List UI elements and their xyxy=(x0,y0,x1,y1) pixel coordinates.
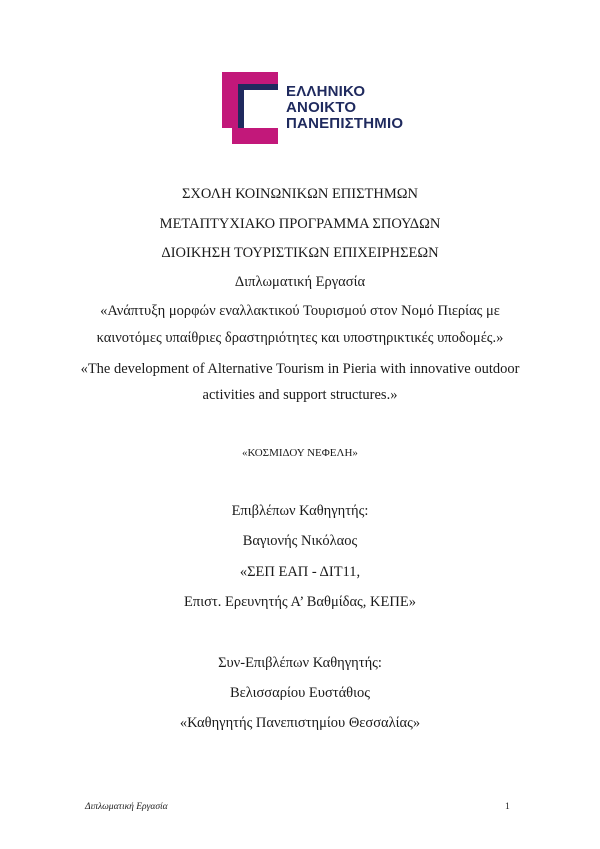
specialization-name: ΔΙΟΙΚΗΣΗ ΤΟΥΡΙΣΤΙΚΩΝ ΕΠΙΧΕΙΡΗΣΕΩΝ xyxy=(161,245,439,261)
author-name: «ΚΟΣΜΙΔΟΥ ΝΕΦΕΛΗ» xyxy=(242,447,358,459)
supervisor-affiliation: Επιστ. Ερευνητής Α’ Βαθμίδας, ΚΕΠΕ» xyxy=(184,594,416,610)
program-name: ΜΕΤΑΠΤΥΧΙΑΚΟ ΠΡΟΓΡΑΜΜΑ ΣΠΟΥΔΩΝ xyxy=(159,216,441,232)
co-supervisor-name: Βελισσαρίου Ευστάθιος xyxy=(229,685,371,701)
logo-line: ΠΑΝΕΠΙΣΤΗΜΙΟ xyxy=(286,115,404,132)
page-number: 1 xyxy=(505,802,510,812)
title-english-line: «The development of Alternative Tourism in Pieria with innovative outdoor xyxy=(80,361,520,377)
title-greek-line: καινοτόμες υπαίθριες δραστηριότητες και υποστηρικτικές υποδομές.» xyxy=(96,330,504,346)
co-supervisor-label: Συν-Επιβλέπων Καθηγητής: xyxy=(218,655,382,671)
university-logo xyxy=(222,72,412,144)
supervisor-name: Βαγιονής Νικόλαος xyxy=(242,533,358,549)
logo-wordmark xyxy=(286,84,403,132)
school-name: ΣΧΟΛΗ ΚΟΙΝΩΝΙΚΩΝ ΕΠΙΣΤΗΜΩΝ xyxy=(181,186,419,202)
supervisor-label: Επιβλέπων Καθηγητής: xyxy=(231,503,369,519)
document-type: Διπλωματική Εργασία xyxy=(234,274,366,290)
co-supervisor-affiliation: «Καθηγητής Πανεπιστημίου Θεσσαλίας» xyxy=(179,715,421,731)
logo-mark-icon xyxy=(222,72,278,144)
title-english-line: activities and support structures.» xyxy=(202,387,398,403)
logo-line: ΑΝΟΙΚΤΟ xyxy=(286,99,357,116)
title-greek-line: «Ανάπτυξη μορφών εναλλακτικού Τουρισμού στον Νομό Πιερίας με xyxy=(100,303,500,319)
supervisor-affiliation: «ΣΕΠ ΕΑΠ - ΔΙΤ11, xyxy=(239,564,361,580)
logo-line: ΕΛΛΗΝΙΚΟ xyxy=(286,83,366,100)
footer-document-type: Διπλωματική Εργασία xyxy=(85,802,168,812)
